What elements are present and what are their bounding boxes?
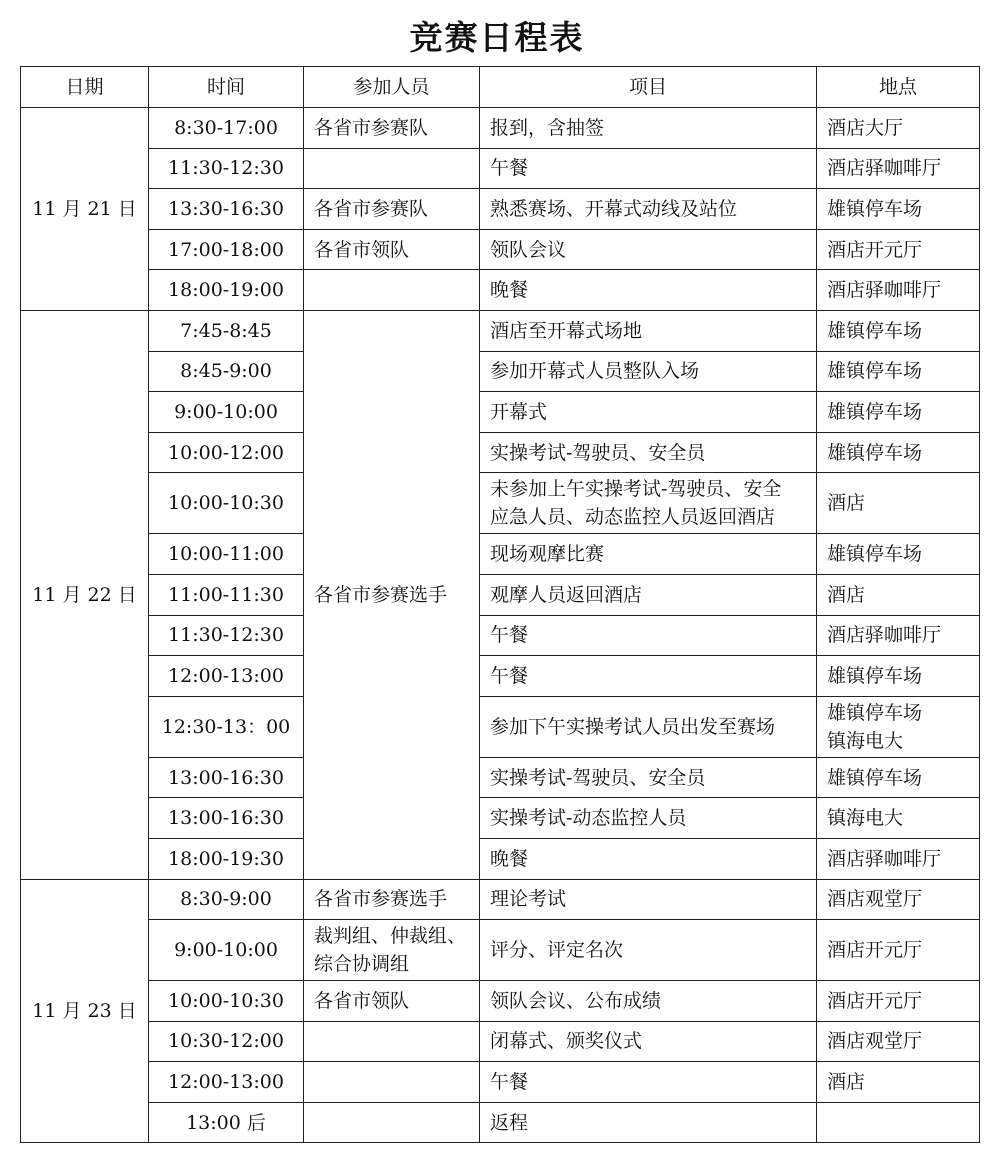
item-cell: 午餐 (480, 615, 817, 656)
time-cell: 9:00-10:00 (149, 920, 304, 981)
table-row (21, 574, 980, 615)
time-cell: 8:30-17:00 (149, 108, 304, 149)
time-cell: 17:00-18:00 (149, 229, 304, 270)
schedule-body (21, 108, 980, 1143)
time-cell: 18:00-19:30 (149, 838, 304, 879)
item-cell: 领队会议 (480, 229, 817, 270)
item-cell: 参加下午实操考试人员出发至赛场 (480, 696, 817, 757)
location-cell: 酒店大厅 (817, 108, 980, 149)
time-cell: 12:30-13：00 (149, 696, 304, 757)
time-cell: 13:00-16:30 (149, 798, 304, 839)
location-cell: 酒店开元厅 (817, 981, 980, 1022)
item-cell: 午餐 (480, 148, 817, 189)
table-row (21, 1102, 980, 1143)
table-row (21, 270, 980, 311)
table-row (21, 189, 980, 230)
location-cell (817, 1102, 980, 1143)
header-time: 时间 (149, 67, 304, 108)
item-cell: 返程 (480, 1102, 817, 1143)
item-cell: 参加开幕式人员整队入场 (480, 351, 817, 392)
table-header-row (21, 67, 980, 108)
time-cell: 8:45-9:00 (149, 351, 304, 392)
table-row (21, 432, 980, 473)
item-cell: 现场观摩比赛 (480, 534, 817, 575)
location-cell: 酒店开元厅 (817, 920, 980, 981)
header-date: 日期 (21, 67, 149, 108)
date-cell: 11 月 23 日 (21, 879, 149, 1143)
item-cell: 领队会议、公布成绩 (480, 981, 817, 1022)
item-cell: 闭幕式、颁奖仪式 (480, 1021, 817, 1062)
item-cell: 观摩人员返回酒店 (480, 574, 817, 615)
item-cell: 开幕式 (480, 392, 817, 433)
header-location: 地点 (817, 67, 980, 108)
participants-cell: 各省市参赛队 (304, 108, 480, 149)
time-cell: 9:00-10:00 (149, 392, 304, 433)
item-cell: 熟悉赛场、开幕式动线及站位 (480, 189, 817, 230)
time-cell: 11:30-12:30 (149, 615, 304, 656)
participants-cell: 裁判组、仲裁组、 综合协调组 (304, 920, 480, 981)
time-cell: 11:00-11:30 (149, 574, 304, 615)
participants-cell (304, 1062, 480, 1103)
table-row (21, 1062, 980, 1103)
item-cell: 未参加上午实操考试-驾驶员、安全 应急人员、动态监控人员返回酒店 (480, 473, 817, 534)
participants-cell: 各省市领队 (304, 229, 480, 270)
location-cell: 酒店开元厅 (817, 229, 980, 270)
header-item: 项目 (480, 67, 817, 108)
item-cell: 晚餐 (480, 838, 817, 879)
table-row (21, 148, 980, 189)
time-cell: 10:00-10:30 (149, 473, 304, 534)
participants-cell: 各省市参赛队 (304, 189, 480, 230)
schedule-table (20, 66, 980, 1143)
table-row (21, 838, 980, 879)
item-cell: 实操考试-驾驶员、安全员 (480, 757, 817, 798)
date-cell: 11 月 21 日 (21, 108, 149, 311)
participants-cell (304, 270, 480, 311)
table-row (21, 1021, 980, 1062)
item-cell: 报到，含抽签 (480, 108, 817, 149)
page-title: 竞赛日程表 (409, 18, 585, 57)
location-cell: 雄镇停车场 镇海电大 (817, 696, 980, 757)
time-cell: 8:30-9:00 (149, 879, 304, 920)
table-row (21, 981, 980, 1022)
table-row (21, 310, 980, 351)
table-row (21, 392, 980, 433)
location-cell: 镇海电大 (817, 798, 980, 839)
date-cell: 11 月 22 日 (21, 310, 149, 879)
table-row (21, 656, 980, 697)
location-cell: 酒店 (817, 1062, 980, 1103)
time-cell: 10:00-12:00 (149, 432, 304, 473)
time-cell: 12:00-13:00 (149, 1062, 304, 1103)
table-row (21, 534, 980, 575)
time-cell: 7:45-8:45 (149, 310, 304, 351)
location-cell: 酒店观堂厅 (817, 1021, 980, 1062)
location-cell: 雄镇停车场 (817, 757, 980, 798)
location-cell: 酒店驿咖啡厅 (817, 148, 980, 189)
item-cell: 晚餐 (480, 270, 817, 311)
table-row (21, 798, 980, 839)
item-cell: 评分、评定名次 (480, 920, 817, 981)
table-row (21, 108, 980, 149)
item-cell: 实操考试-动态监控人员 (480, 798, 817, 839)
location-cell: 雄镇停车场 (817, 656, 980, 697)
table-row (21, 757, 980, 798)
time-cell: 13:30-16:30 (149, 189, 304, 230)
time-cell: 11:30-12:30 (149, 148, 304, 189)
location-cell: 雄镇停车场 (817, 310, 980, 351)
location-cell: 雄镇停车场 (817, 534, 980, 575)
table-row (21, 920, 980, 981)
location-cell: 雄镇停车场 (817, 351, 980, 392)
participants-cell (304, 1102, 480, 1143)
participants-cell: 各省市领队 (304, 981, 480, 1022)
time-cell: 13:00-16:30 (149, 757, 304, 798)
table-row (21, 473, 980, 534)
time-cell: 12:00-13:00 (149, 656, 304, 697)
item-cell: 午餐 (480, 1062, 817, 1103)
participants-cell: 各省市参赛选手 (304, 879, 480, 920)
location-cell: 酒店驿咖啡厅 (817, 270, 980, 311)
item-cell: 酒店至开幕式场地 (480, 310, 817, 351)
item-cell: 午餐 (480, 656, 817, 697)
location-cell: 雄镇停车场 (817, 432, 980, 473)
location-cell: 雄镇停车场 (817, 392, 980, 433)
table-row (21, 351, 980, 392)
location-cell: 雄镇停车场 (817, 189, 980, 230)
participants-cell (304, 1021, 480, 1062)
time-cell: 10:30-12:00 (149, 1021, 304, 1062)
time-cell: 18:00-19:00 (149, 270, 304, 311)
time-cell: 10:00-11:00 (149, 534, 304, 575)
location-cell: 酒店观堂厅 (817, 879, 980, 920)
time-cell: 10:00-10:30 (149, 981, 304, 1022)
participants-cell (304, 148, 480, 189)
location-cell: 酒店驿咖啡厅 (817, 838, 980, 879)
location-cell: 酒店驿咖啡厅 (817, 615, 980, 656)
table-row (21, 879, 980, 920)
table-row (21, 615, 980, 656)
item-cell: 实操考试-驾驶员、安全员 (480, 432, 817, 473)
header-participants: 参加人员 (304, 67, 480, 108)
time-cell: 13:00 后 (149, 1102, 304, 1143)
location-cell: 酒店 (817, 574, 980, 615)
table-row (21, 696, 980, 757)
table-row (21, 229, 980, 270)
item-cell: 理论考试 (480, 879, 817, 920)
participants-cell: 各省市参赛选手 (304, 310, 480, 879)
location-cell: 酒店 (817, 473, 980, 534)
